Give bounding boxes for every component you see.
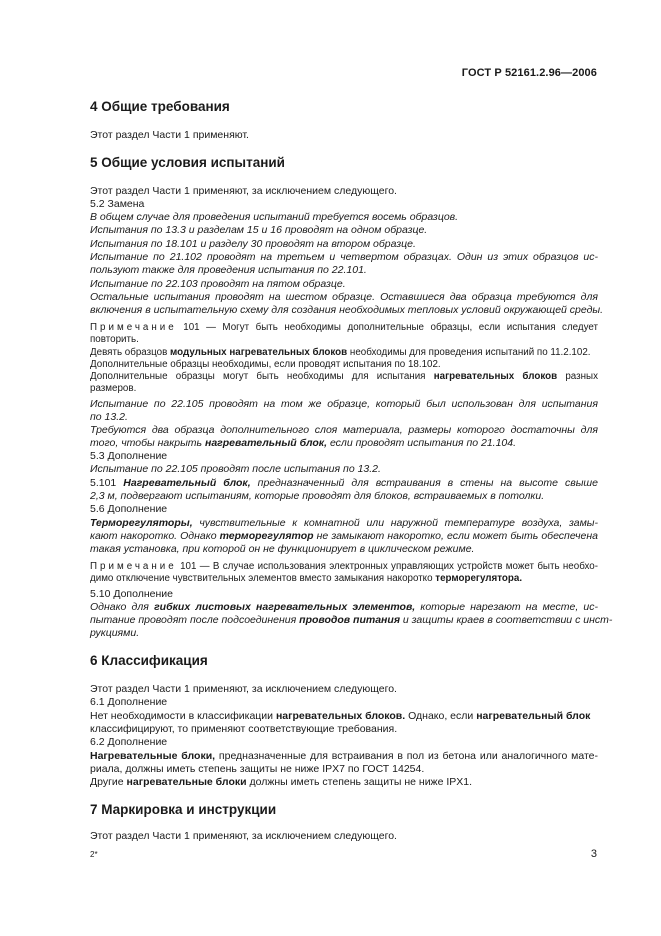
text: не замыкают накоротко, если может быть обеспечена xyxy=(313,530,598,542)
paragraph: Этот раздел Части 1 применяют, за исключением следующего. xyxy=(90,683,397,695)
note-label: Примечание xyxy=(90,561,177,572)
paragraph: Требуются два образца дополнительного слоя материала, размеры которого достаточны для xyxy=(90,424,598,436)
paragraph: включения в испытательную схему для создания необходимых тепловых условий окружающей среды. xyxy=(90,304,604,316)
term: нагревательный блок, xyxy=(204,437,328,449)
text: димо отключение чувствительных элементов вместо замыкания накоротко xyxy=(90,573,436,584)
paragraph: Испытания по 13.3 и разделам 15 и 16 проводят на одном образце. xyxy=(90,224,428,236)
paragraph xyxy=(90,710,598,723)
section-5-heading: 5 Общие условия испытаний xyxy=(90,155,285,170)
term: проводов питания xyxy=(299,614,400,626)
subsection-label: 6.2 Дополнение xyxy=(90,736,168,748)
paragraph: В общем случае для проведения испытаний требуется восемь образцов. xyxy=(90,211,459,223)
paragraph xyxy=(90,601,598,614)
paragraph xyxy=(90,750,598,763)
text: Девять образцов xyxy=(90,347,171,358)
text: Однако, если xyxy=(405,710,477,722)
paragraph: рукциями. xyxy=(90,627,140,639)
note-text xyxy=(90,572,598,585)
text: должны иметь степень защиты не ниже IPX1. xyxy=(246,776,473,788)
section-7-heading: 7 Маркировка и инструкции xyxy=(90,802,277,817)
page-number: 3 xyxy=(590,848,597,860)
term: нагревательных блоков xyxy=(433,371,558,382)
text: того, чтобы накрыть xyxy=(90,437,205,449)
term: нагревательные блоки xyxy=(126,776,247,788)
text: и защиты краев в соответствии с инст- xyxy=(400,614,613,626)
text: пытание проводят после подсоединения xyxy=(90,614,300,626)
section-6-heading: 6 Классификация xyxy=(90,653,208,668)
paragraph xyxy=(90,437,598,450)
paragraph: Испытание по 22.103 проводят на пятом образце. xyxy=(90,278,346,290)
text: Другие xyxy=(90,776,127,788)
term: гибких листовых нагревательных элементов, xyxy=(154,601,416,613)
paragraph: классифицируют, то применяют соответствующие требования. xyxy=(90,723,398,735)
document-code: ГОСТ Р 52161.2.96—2006 xyxy=(461,67,597,79)
term: Нагревательный блок, xyxy=(123,477,251,489)
note-text: 101 — Могут быть необходимы дополнительные образцы, если испытания следует xyxy=(183,322,599,333)
text: Дополнительные образцы могут быть необходимы для испытания xyxy=(90,371,434,382)
note-paragraph: Дополнительные образцы необходимы, если проводят испытания по 18.102. xyxy=(90,359,441,370)
text: предназначенные для встраивания в пол из бетона или аналогичного мате- xyxy=(215,750,599,762)
paragraph: Испытание по 22.105 проводят на том же образце, который был использован для испытания xyxy=(90,398,598,410)
paragraph: Испытание по 21.102 проводят на третьем и четвертом образцах. Один из этих образцов ис- xyxy=(90,251,598,263)
paragraph: такая установка, при которой он не функционирует в циклическом режиме. xyxy=(90,543,475,555)
text: разных xyxy=(557,371,598,382)
paragraph: Этот раздел Части 1 применяют. xyxy=(90,129,249,141)
note-text: 101 — В случае использования электронных управляющих устройств может быть необхо- xyxy=(180,561,598,572)
text: предназначенный для встраивания в стены на высоте свыше xyxy=(250,477,598,489)
paragraph xyxy=(90,776,598,789)
term: нагревательный блок xyxy=(476,710,591,722)
paragraph: 2,3 м, подвергают испытаниям, которые проводят для блоков, встраиваемых в потолки. xyxy=(90,490,545,502)
subsection-label: 5.10 Дополнение xyxy=(90,588,173,600)
note-label: Примечание xyxy=(90,322,177,333)
paragraph: Этот раздел Части 1 применяют, за исключением следующего. xyxy=(90,830,397,842)
note-paragraph: размеров. xyxy=(90,383,137,394)
term: терморегулятора. xyxy=(435,573,523,584)
text: Однако для xyxy=(90,601,155,613)
paragraph xyxy=(90,614,613,627)
subsection-label: 5.3 Дополнение xyxy=(90,450,168,462)
paragraph: Этот раздел Части 1 применяют, за исключением следующего. xyxy=(90,185,397,197)
term: модульных нагревательных блоков xyxy=(170,347,348,358)
note-text: повторить. xyxy=(90,334,139,345)
subsection-label: 5.2 Замена xyxy=(90,198,145,210)
section-4-heading: 4 Общие требования xyxy=(90,99,230,114)
clause-number: 5.101 xyxy=(90,477,124,489)
paragraph xyxy=(90,530,598,543)
paragraph xyxy=(90,477,598,490)
text: чувствительные к комнатной или наружной температуре воздуха, замы- xyxy=(192,517,598,529)
subsection-label: 5.6 Дополнение xyxy=(90,503,168,515)
text: которые нарезают на месте, ис- xyxy=(415,601,598,613)
sheet-mark: 2* xyxy=(90,850,98,859)
text: кают накоротко. Однако xyxy=(90,530,220,542)
text: если проводят испытания по 21.104. xyxy=(327,437,517,449)
paragraph: пользуют также для проведения испытания по 22.101. xyxy=(90,264,367,276)
subsection-label: 6.1 Дополнение xyxy=(90,696,168,708)
paragraph xyxy=(90,517,598,530)
term: терморегулятор xyxy=(219,530,314,542)
paragraph: Испытание по 22.105 проводят после испытания по 13.2. xyxy=(90,463,381,475)
term: нагревательных блоков. xyxy=(275,710,406,722)
text: необходимы для проведения испытаний по 11.2.102. xyxy=(347,347,591,358)
paragraph: Остальные испытания проводят на шестом образце. Оставшиеся два образца требуются для xyxy=(90,291,598,303)
term: Нагревательные блоки, xyxy=(90,750,216,762)
paragraph: риала, должны иметь степень защиты не ниже IPX7 по ГОСТ 14254. xyxy=(90,763,425,775)
paragraph: по 13.2. xyxy=(90,411,128,423)
term: Терморегуляторы, xyxy=(90,517,193,529)
text: Нет необходимости в классификации xyxy=(90,710,276,722)
paragraph: Испытания по 18.101 и разделу 30 проводят на втором образце. xyxy=(90,238,416,250)
